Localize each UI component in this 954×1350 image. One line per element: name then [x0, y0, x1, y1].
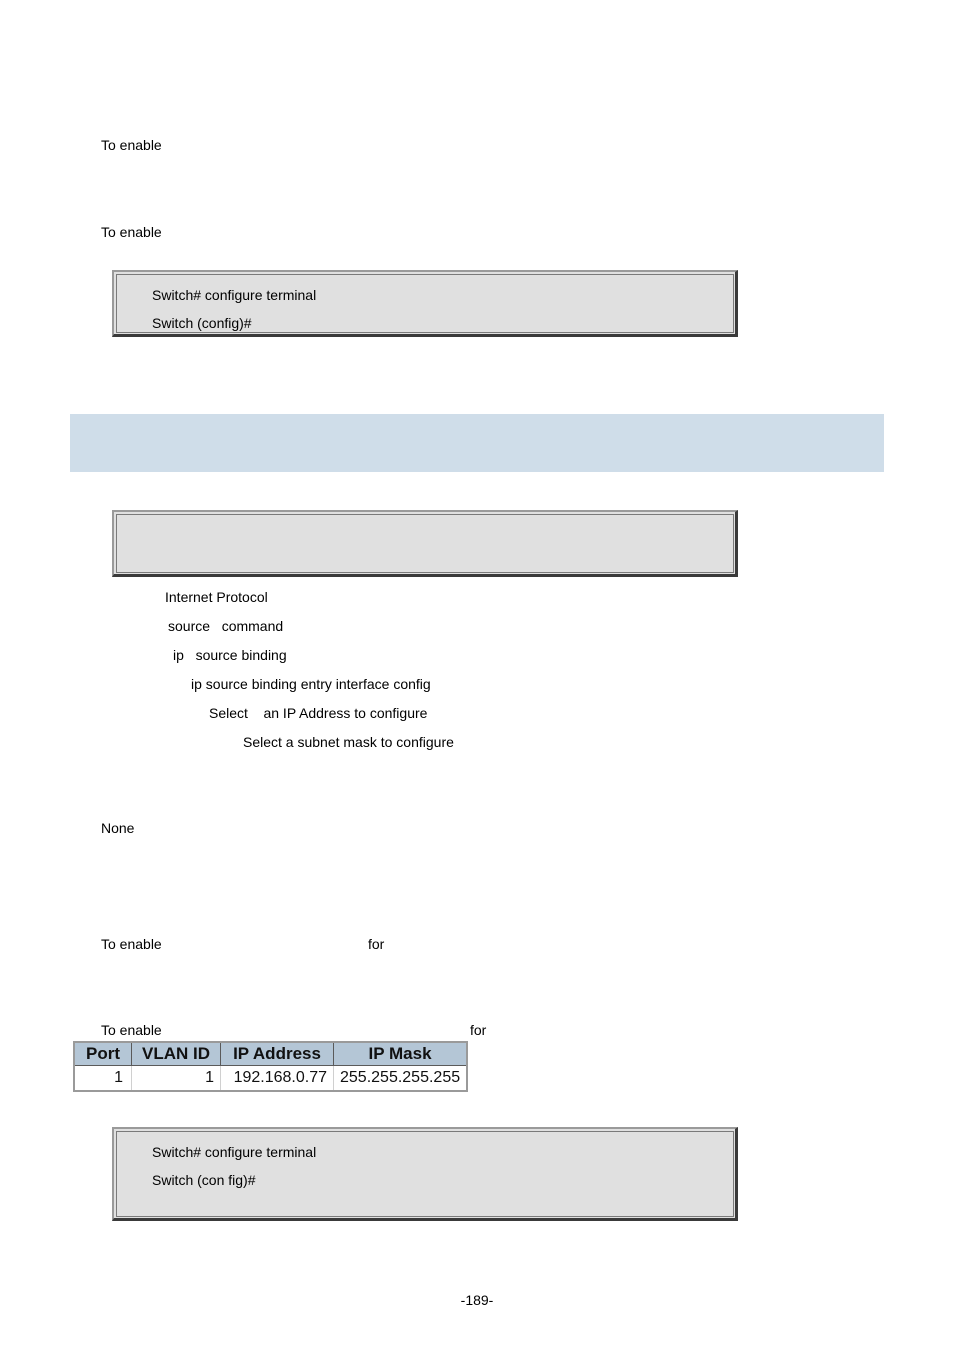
code-line: Switch (config)# [152, 315, 252, 331]
param-item: ip source binding [173, 647, 287, 663]
usage-text-2b: for [470, 1022, 487, 1038]
page-number: -189- [460, 1292, 494, 1308]
section-heading-band [70, 414, 884, 472]
table-cell: 1 [74, 1066, 132, 1092]
usage-text-1a: To enable [101, 936, 162, 952]
code-line: Switch (con fig)# [152, 1172, 256, 1188]
usage-text-2a: To enable [101, 1022, 162, 1038]
table-cell: 1 [132, 1066, 221, 1092]
param-item: Internet Protocol [165, 589, 268, 605]
ip-binding-table [73, 1041, 468, 1092]
param-item: Select an IP Address to configure [209, 705, 428, 721]
code-box-2 [112, 1127, 738, 1221]
table-row [74, 1066, 467, 1092]
table-header-row [74, 1042, 467, 1066]
intro-text-2: To enable [101, 224, 162, 240]
column-header: IP Mask [334, 1042, 468, 1066]
code-line: Switch# configure terminal [152, 287, 317, 303]
column-header: VLAN ID [132, 1042, 221, 1066]
code-box-1 [112, 270, 738, 337]
param-item: ip source binding entry interface config [191, 676, 431, 692]
column-header: Port [74, 1042, 132, 1066]
column-header: IP Address [221, 1042, 334, 1066]
default-value: None [101, 820, 135, 836]
param-item: source command [168, 618, 284, 634]
param-item: Select a subnet mask to configure [243, 734, 454, 750]
syntax-box [112, 510, 738, 577]
code-line: Switch# configure terminal [152, 1144, 317, 1160]
usage-text-1b: for [368, 936, 385, 952]
table-cell: 192.168.0.77 [221, 1066, 334, 1092]
table-cell: 255.255.255.255 [334, 1066, 468, 1092]
intro-text-1: To enable [101, 137, 162, 153]
